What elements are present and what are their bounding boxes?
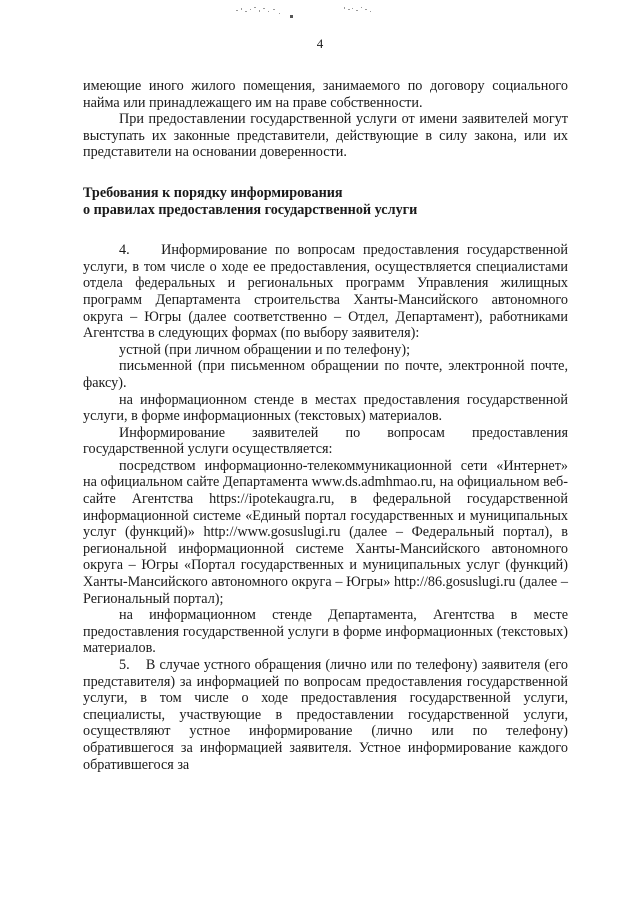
paragraph-department-stand: на информационном стенде Департамента, Агентства в месте предоставления государственной услуги в форме информационных (текстовых) материалов. <box>83 607 568 657</box>
paragraph-written-form: письменной (при письменном обращении по почте, электронной почте, факсу). <box>83 358 568 391</box>
paragraph-continuation: имеющие иного жилого помещения, занимаемого по договору социального найма или принадлежащего им на праве собственности. <box>83 78 568 111</box>
paragraph-item-5: 5. В случае устного обращения (лично или по телефону) заявителя (его представителя) за информацией по вопросам предоставления государственной услуги, в том числе о ходе предоставления государственной услуги, специалисты, участвующие в предоставлении государственной услуги, осуществляют устное информирование (лично или по телефону) обратившегося за информацией заявителя. Устное информирование каждого обратившегося за <box>83 657 568 773</box>
paragraph-item-4: 4. Информирование по вопросам предоставления государственной услуги, в том числе о ходе ее предоставления, осуществляется специалистами отдела федеральных и региональных программ Управления жилищных программ Департамента строительства Ханты-Мансийского автономного округа – Югры (далее соответственно – Отдел, Департамент), работниками Агентства в следующих формах (по выбору заявителя): <box>83 242 568 342</box>
section-heading-line1: Требования к порядку информирования <box>83 184 343 201</box>
paragraph-info-stand-form: на информационном стенде в местах предоставления государственной услуги, в форме информационных (текстовых) материалов. <box>83 391 568 425</box>
document-body <box>83 78 568 773</box>
section-heading-line2: о правилах предоставления государственной услуги <box>83 201 418 218</box>
paragraph-informing-methods: Информирование заявителей по вопросам предоставления государственной услуги осуществляется: <box>83 424 568 458</box>
paragraph-oral-form: устной (при личном обращении и по телефону); <box>119 341 411 358</box>
paragraph-internet-sources: посредством информационно-телекоммуникационной сети «Интернет» на официальном сайте Департамента www.ds.admhmao.ru, на официальном веб-сайте Агентства https://ipotekaugra.ru, в федеральной государственной информационной системе «Единый портал государственных и муниципальных услуг (функций)» http://www.gosuslugi.ru (далее – Федеральный портал), в региональной информационной системе Ханты-Мансийского автономного округа – Югры «Портал государственных и муниципальных услуг (функций) Ханты-Мансийского автономного округа – Югры» http://86.gosuslugi.ru (далее – Региональный портал); <box>83 457 568 607</box>
scan-speckle-marks <box>232 4 402 18</box>
paragraph-representatives: При предоставлении государственной услуги от имени заявителей могут выступать их законные представители, действующие в силу закона, или их представители на основании доверенности. <box>83 111 568 161</box>
page-number: 4 <box>316 36 324 51</box>
